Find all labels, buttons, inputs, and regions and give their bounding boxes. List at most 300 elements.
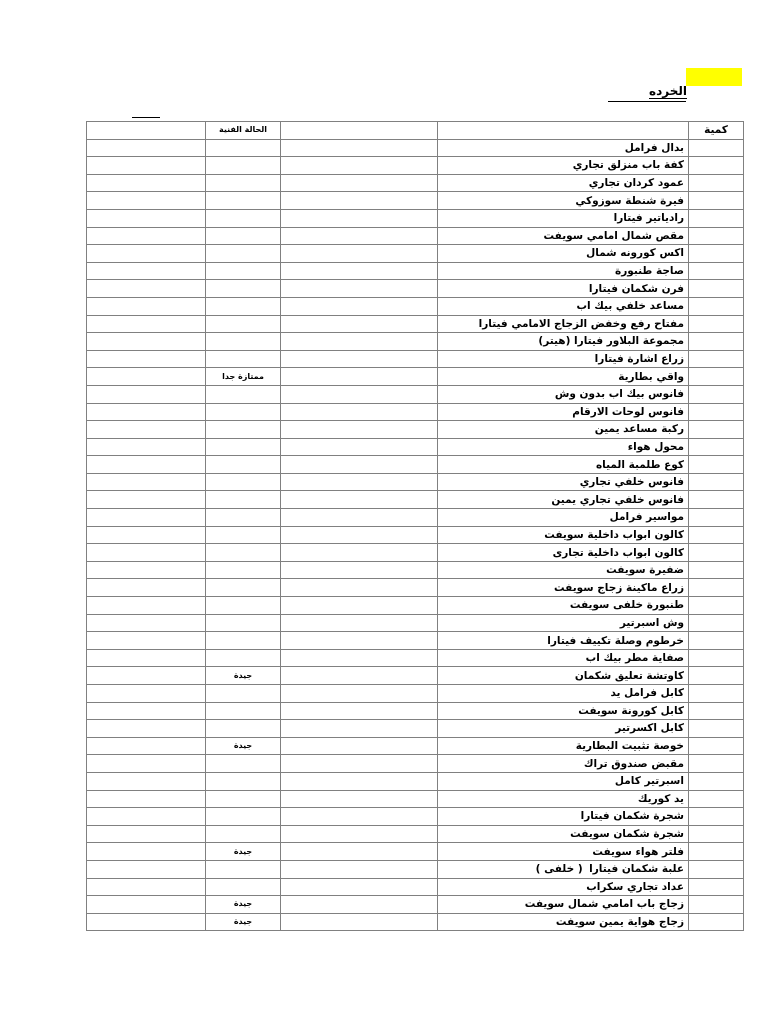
condition-cell bbox=[206, 790, 281, 808]
small-underline bbox=[132, 117, 160, 118]
part-name: زجاج باب امامي شمال سويفت bbox=[524, 898, 684, 911]
condition-cell bbox=[206, 544, 281, 562]
row-empty-cell bbox=[281, 245, 438, 263]
qty-cell bbox=[689, 473, 744, 491]
title-underline bbox=[608, 101, 686, 102]
part-name-cell bbox=[438, 157, 689, 175]
row-empty-cell bbox=[87, 473, 206, 491]
table-row bbox=[87, 561, 744, 579]
part-name: كوع طلمبة المياه bbox=[595, 458, 684, 471]
part-name-cell bbox=[438, 702, 689, 720]
row-empty-cell bbox=[281, 174, 438, 192]
row-empty-cell bbox=[87, 403, 206, 421]
table-row bbox=[87, 649, 744, 667]
row-empty-cell bbox=[87, 350, 206, 368]
condition-cell bbox=[206, 421, 281, 439]
part-name-cell bbox=[438, 632, 689, 650]
qty-cell bbox=[689, 438, 744, 456]
row-empty-cell bbox=[87, 614, 206, 632]
table-row bbox=[87, 491, 744, 509]
row-empty-cell bbox=[87, 685, 206, 703]
part-name-cell bbox=[438, 280, 689, 298]
row-empty-cell bbox=[281, 315, 438, 333]
qty-cell bbox=[689, 350, 744, 368]
part-name: عداد تجاري سكراب bbox=[586, 880, 684, 893]
row-empty-cell bbox=[281, 438, 438, 456]
row-empty-cell bbox=[281, 157, 438, 175]
qty-cell bbox=[689, 896, 744, 914]
condition-cell bbox=[206, 473, 281, 491]
header-empty-cell bbox=[87, 122, 206, 140]
row-empty-cell bbox=[87, 245, 206, 263]
condition-cell bbox=[206, 280, 281, 298]
condition-cell bbox=[206, 860, 281, 878]
row-empty-cell bbox=[87, 192, 206, 210]
header-empty-cell bbox=[281, 122, 438, 140]
row-empty-cell bbox=[281, 280, 438, 298]
qty-cell bbox=[689, 139, 744, 157]
table-row bbox=[87, 825, 744, 843]
part-name-cell bbox=[438, 227, 689, 245]
part-name: بدال فرامل bbox=[624, 141, 684, 154]
table-row bbox=[87, 403, 744, 421]
table-row bbox=[87, 878, 744, 896]
part-name: كابل اكسرتير bbox=[615, 722, 684, 735]
row-empty-cell bbox=[87, 280, 206, 298]
row-empty-cell bbox=[87, 544, 206, 562]
table-row bbox=[87, 209, 744, 227]
part-name: عمود كردان تجاري bbox=[588, 177, 684, 190]
qty-cell bbox=[689, 597, 744, 615]
condition-cell bbox=[206, 649, 281, 667]
condition-cell bbox=[206, 526, 281, 544]
condition-cell bbox=[206, 720, 281, 738]
part-name-cell bbox=[438, 192, 689, 210]
part-name-cell bbox=[438, 737, 689, 755]
condition-cell bbox=[206, 579, 281, 597]
row-empty-cell bbox=[281, 843, 438, 861]
condition-cell bbox=[206, 350, 281, 368]
row-empty-cell bbox=[281, 896, 438, 914]
part-name: محول هواء bbox=[627, 440, 684, 453]
row-empty-cell bbox=[281, 597, 438, 615]
part-name-cell bbox=[438, 544, 689, 562]
row-empty-cell bbox=[87, 174, 206, 192]
part-name-cell bbox=[438, 913, 689, 931]
table-row bbox=[87, 579, 744, 597]
row-empty-cell bbox=[87, 755, 206, 773]
row-empty-cell bbox=[281, 702, 438, 720]
condition-cell bbox=[206, 561, 281, 579]
condition-text: جيدة bbox=[233, 670, 253, 680]
part-name: خرطوم وصلة تكييف فيتارا bbox=[547, 634, 684, 647]
part-name-cell bbox=[438, 315, 689, 333]
qty-cell bbox=[689, 825, 744, 843]
part-name: كالون ابواب داخلية تجارى bbox=[552, 546, 684, 559]
row-empty-cell bbox=[281, 473, 438, 491]
table-row bbox=[87, 526, 744, 544]
row-empty-cell bbox=[87, 262, 206, 280]
row-empty-cell bbox=[281, 368, 438, 386]
row-empty-cell bbox=[281, 860, 438, 878]
qty-cell bbox=[689, 649, 744, 667]
part-name-cell bbox=[438, 139, 689, 157]
part-name-cell bbox=[438, 473, 689, 491]
row-empty-cell bbox=[281, 790, 438, 808]
row-empty-cell bbox=[281, 720, 438, 738]
table-row bbox=[87, 174, 744, 192]
row-empty-cell bbox=[281, 772, 438, 790]
condition-cell bbox=[206, 597, 281, 615]
row-empty-cell bbox=[87, 491, 206, 509]
part-name: فيرة شنطة سوزوكي bbox=[575, 194, 684, 207]
qty-cell bbox=[689, 878, 744, 896]
qty-cell bbox=[689, 227, 744, 245]
part-name: فانوس خلفي تجاري bbox=[579, 476, 684, 489]
part-name: مواسير فرامل bbox=[609, 511, 684, 524]
part-name-cell bbox=[438, 438, 689, 456]
table-header-row bbox=[87, 122, 744, 140]
table-row bbox=[87, 685, 744, 703]
row-empty-cell bbox=[87, 297, 206, 315]
part-name: فانوس بيك اب بدون وش bbox=[554, 388, 684, 401]
row-empty-cell bbox=[281, 632, 438, 650]
condition-cell bbox=[206, 174, 281, 192]
row-empty-cell bbox=[281, 262, 438, 280]
row-empty-cell bbox=[87, 632, 206, 650]
table-row bbox=[87, 157, 744, 175]
row-empty-cell bbox=[87, 526, 206, 544]
qty-cell bbox=[689, 421, 744, 439]
part-name: فرن شكمان فيتارا bbox=[588, 282, 684, 295]
row-empty-cell bbox=[281, 456, 438, 474]
part-note: ( خلفى ) bbox=[535, 863, 583, 876]
table-row bbox=[87, 614, 744, 632]
row-empty-cell bbox=[87, 896, 206, 914]
qty-cell bbox=[689, 385, 744, 403]
row-empty-cell bbox=[87, 597, 206, 615]
row-empty-cell bbox=[87, 421, 206, 439]
row-empty-cell bbox=[281, 333, 438, 351]
table-row bbox=[87, 755, 744, 773]
qty-cell bbox=[689, 561, 744, 579]
qty-cell bbox=[689, 632, 744, 650]
table-row bbox=[87, 896, 744, 914]
row-empty-cell bbox=[87, 790, 206, 808]
part-name: مقبض صندوق تراك bbox=[583, 757, 684, 770]
condition-text: جيدة bbox=[233, 846, 253, 856]
row-empty-cell bbox=[87, 702, 206, 720]
part-name-cell bbox=[438, 368, 689, 386]
row-empty-cell bbox=[87, 315, 206, 333]
part-name-cell bbox=[438, 720, 689, 738]
qty-cell bbox=[689, 491, 744, 509]
qty-cell bbox=[689, 403, 744, 421]
part-name-cell bbox=[438, 297, 689, 315]
part-name-cell bbox=[438, 385, 689, 403]
row-empty-cell bbox=[87, 139, 206, 157]
row-empty-cell bbox=[281, 614, 438, 632]
part-name: كالون ابواب داخلية سويفت bbox=[544, 528, 684, 541]
part-name: اكس كورونه شمال bbox=[586, 247, 684, 260]
row-empty-cell bbox=[281, 491, 438, 509]
part-name-cell bbox=[438, 755, 689, 773]
part-name-cell bbox=[438, 350, 689, 368]
row-empty-cell bbox=[281, 825, 438, 843]
part-name: كاوتشة تعليق شكمان bbox=[574, 669, 684, 682]
condition-text: جيدة bbox=[233, 899, 253, 909]
condition-cell bbox=[206, 385, 281, 403]
sheet-title: الخرده bbox=[649, 84, 687, 98]
qty-cell bbox=[689, 685, 744, 703]
table-row bbox=[87, 632, 744, 650]
table-row bbox=[87, 421, 744, 439]
row-empty-cell bbox=[87, 456, 206, 474]
table-row bbox=[87, 385, 744, 403]
condition-cell bbox=[206, 825, 281, 843]
qty-cell bbox=[689, 720, 744, 738]
condition-cell bbox=[206, 315, 281, 333]
qty-cell bbox=[689, 579, 744, 597]
row-empty-cell bbox=[281, 808, 438, 826]
row-empty-cell bbox=[87, 579, 206, 597]
row-empty-cell bbox=[87, 227, 206, 245]
qty-cell bbox=[689, 772, 744, 790]
condition-cell bbox=[206, 913, 281, 931]
condition-cell bbox=[206, 772, 281, 790]
part-name-cell bbox=[438, 860, 689, 878]
part-name-cell bbox=[438, 825, 689, 843]
part-name: كابل كورونة سويفت bbox=[578, 704, 684, 717]
table-row bbox=[87, 860, 744, 878]
table-row bbox=[87, 667, 744, 685]
qty-cell bbox=[689, 280, 744, 298]
row-empty-cell bbox=[281, 913, 438, 931]
row-empty-cell bbox=[281, 297, 438, 315]
qty-cell bbox=[689, 755, 744, 773]
part-name-cell bbox=[438, 843, 689, 861]
table-row bbox=[87, 473, 744, 491]
header-empty-cell bbox=[438, 122, 689, 140]
qty-cell bbox=[689, 333, 744, 351]
part-name: رادياتير فيتارا bbox=[613, 212, 684, 225]
row-empty-cell bbox=[87, 808, 206, 826]
qty-cell bbox=[689, 808, 744, 826]
part-name-cell bbox=[438, 808, 689, 826]
table-row bbox=[87, 843, 744, 861]
table-row bbox=[87, 333, 744, 351]
row-empty-cell bbox=[281, 139, 438, 157]
table-row bbox=[87, 509, 744, 527]
row-empty-cell bbox=[281, 227, 438, 245]
part-name-cell bbox=[438, 174, 689, 192]
yellow-highlight-cell bbox=[686, 68, 742, 86]
row-empty-cell bbox=[281, 649, 438, 667]
table-row bbox=[87, 772, 744, 790]
part-name: ركبة مساعد يمين bbox=[594, 423, 684, 436]
table-row bbox=[87, 456, 744, 474]
row-empty-cell bbox=[281, 385, 438, 403]
row-empty-cell bbox=[281, 192, 438, 210]
row-empty-cell bbox=[281, 350, 438, 368]
table-row bbox=[87, 808, 744, 826]
part-name: فانوس خلفي تجاري يمين bbox=[551, 493, 684, 506]
part-name-cell bbox=[438, 209, 689, 227]
part-name: ضفيرة سويفت bbox=[606, 564, 684, 577]
part-name: مقص شمال امامي سويفت bbox=[543, 229, 684, 242]
table-row bbox=[87, 139, 744, 157]
row-empty-cell bbox=[87, 825, 206, 843]
row-empty-cell bbox=[87, 860, 206, 878]
row-empty-cell bbox=[87, 649, 206, 667]
condition-cell bbox=[206, 843, 281, 861]
row-empty-cell bbox=[87, 333, 206, 351]
condition-cell bbox=[206, 139, 281, 157]
part-name-cell bbox=[438, 245, 689, 263]
header-qty: كمية bbox=[689, 122, 744, 140]
part-name: صاجة طنبورة bbox=[615, 265, 684, 278]
row-empty-cell bbox=[87, 878, 206, 896]
condition-cell bbox=[206, 456, 281, 474]
condition-text: ممتازة جدا bbox=[222, 371, 264, 381]
row-empty-cell bbox=[281, 209, 438, 227]
part-name: زجاج هواية يمين سويفت bbox=[555, 916, 684, 929]
part-name-cell bbox=[438, 491, 689, 509]
row-empty-cell bbox=[87, 843, 206, 861]
row-empty-cell bbox=[87, 772, 206, 790]
qty-cell bbox=[689, 315, 744, 333]
condition-cell bbox=[206, 491, 281, 509]
part-name-cell bbox=[438, 509, 689, 527]
qty-cell bbox=[689, 174, 744, 192]
condition-cell bbox=[206, 227, 281, 245]
condition-cell bbox=[206, 896, 281, 914]
row-empty-cell bbox=[281, 737, 438, 755]
condition-cell bbox=[206, 667, 281, 685]
part-name-cell bbox=[438, 597, 689, 615]
row-empty-cell bbox=[281, 878, 438, 896]
condition-cell bbox=[206, 403, 281, 421]
part-name: اسبرتير كامل bbox=[614, 775, 684, 788]
condition-cell bbox=[206, 368, 281, 386]
condition-cell bbox=[206, 209, 281, 227]
row-empty-cell bbox=[281, 667, 438, 685]
condition-cell bbox=[206, 614, 281, 632]
part-name: كفة باب منزلق تجاري bbox=[572, 159, 684, 172]
qty-cell bbox=[689, 544, 744, 562]
part-name: صفاية مطر بيك اب bbox=[585, 652, 684, 665]
condition-cell bbox=[206, 808, 281, 826]
row-empty-cell bbox=[281, 526, 438, 544]
table-row bbox=[87, 368, 744, 386]
part-name-cell bbox=[438, 649, 689, 667]
part-name-cell bbox=[438, 878, 689, 896]
condition-text: جيدة bbox=[233, 741, 253, 751]
qty-cell bbox=[689, 297, 744, 315]
table-row bbox=[87, 262, 744, 280]
row-empty-cell bbox=[87, 438, 206, 456]
row-empty-cell bbox=[87, 157, 206, 175]
part-name-cell bbox=[438, 333, 689, 351]
part-name: يد كوريك bbox=[637, 792, 684, 805]
row-empty-cell bbox=[281, 403, 438, 421]
parts-table bbox=[86, 121, 744, 931]
row-empty-cell bbox=[87, 385, 206, 403]
condition-cell bbox=[206, 157, 281, 175]
row-empty-cell bbox=[281, 755, 438, 773]
part-name: فانوس لوحات الارقام bbox=[572, 405, 684, 418]
part-name: فلتر هواء سويفت bbox=[592, 845, 684, 858]
condition-cell bbox=[206, 262, 281, 280]
qty-cell bbox=[689, 913, 744, 931]
part-name-cell bbox=[438, 403, 689, 421]
header-condition: الحالة الفنية bbox=[206, 122, 281, 140]
qty-cell bbox=[689, 368, 744, 386]
row-empty-cell bbox=[281, 544, 438, 562]
row-empty-cell bbox=[87, 209, 206, 227]
qty-cell bbox=[689, 702, 744, 720]
qty-cell bbox=[689, 667, 744, 685]
condition-cell bbox=[206, 755, 281, 773]
table-row bbox=[87, 350, 744, 368]
part-name-cell bbox=[438, 421, 689, 439]
qty-cell bbox=[689, 262, 744, 280]
row-empty-cell bbox=[87, 913, 206, 931]
row-empty-cell bbox=[87, 667, 206, 685]
row-empty-cell bbox=[281, 561, 438, 579]
qty-cell bbox=[689, 209, 744, 227]
condition-cell bbox=[206, 333, 281, 351]
qty-cell bbox=[689, 526, 744, 544]
qty-cell bbox=[689, 456, 744, 474]
table-row bbox=[87, 245, 744, 263]
qty-cell bbox=[689, 192, 744, 210]
table-row bbox=[87, 544, 744, 562]
condition-cell bbox=[206, 192, 281, 210]
part-name: كابل فرامل يد bbox=[610, 687, 684, 700]
row-empty-cell bbox=[281, 579, 438, 597]
table-row bbox=[87, 438, 744, 456]
table-row bbox=[87, 790, 744, 808]
row-empty-cell bbox=[87, 368, 206, 386]
part-name: طنبورة خلفى سويفت bbox=[569, 599, 684, 612]
part-name-cell bbox=[438, 896, 689, 914]
condition-cell bbox=[206, 297, 281, 315]
row-empty-cell bbox=[87, 561, 206, 579]
condition-cell bbox=[206, 509, 281, 527]
qty-cell bbox=[689, 614, 744, 632]
part-name-cell bbox=[438, 561, 689, 579]
part-name: مساعد خلفي بيك اب bbox=[576, 300, 684, 313]
part-name-cell bbox=[438, 614, 689, 632]
condition-cell bbox=[206, 245, 281, 263]
part-name: خوصة تثبيت البطارية bbox=[575, 740, 684, 753]
part-name: مفتاح رفع وخفض الزجاج الامامي فيتارا bbox=[478, 317, 684, 330]
part-name-cell bbox=[438, 790, 689, 808]
row-empty-cell bbox=[87, 737, 206, 755]
row-empty-cell bbox=[281, 685, 438, 703]
table-row bbox=[87, 720, 744, 738]
table-row bbox=[87, 227, 744, 245]
part-name-cell bbox=[438, 579, 689, 597]
row-empty-cell bbox=[281, 421, 438, 439]
table-row bbox=[87, 297, 744, 315]
qty-cell bbox=[689, 860, 744, 878]
table-row bbox=[87, 315, 744, 333]
qty-cell bbox=[689, 737, 744, 755]
table-row bbox=[87, 280, 744, 298]
part-name: زراع ماكينة زجاج سويفت bbox=[554, 581, 684, 594]
